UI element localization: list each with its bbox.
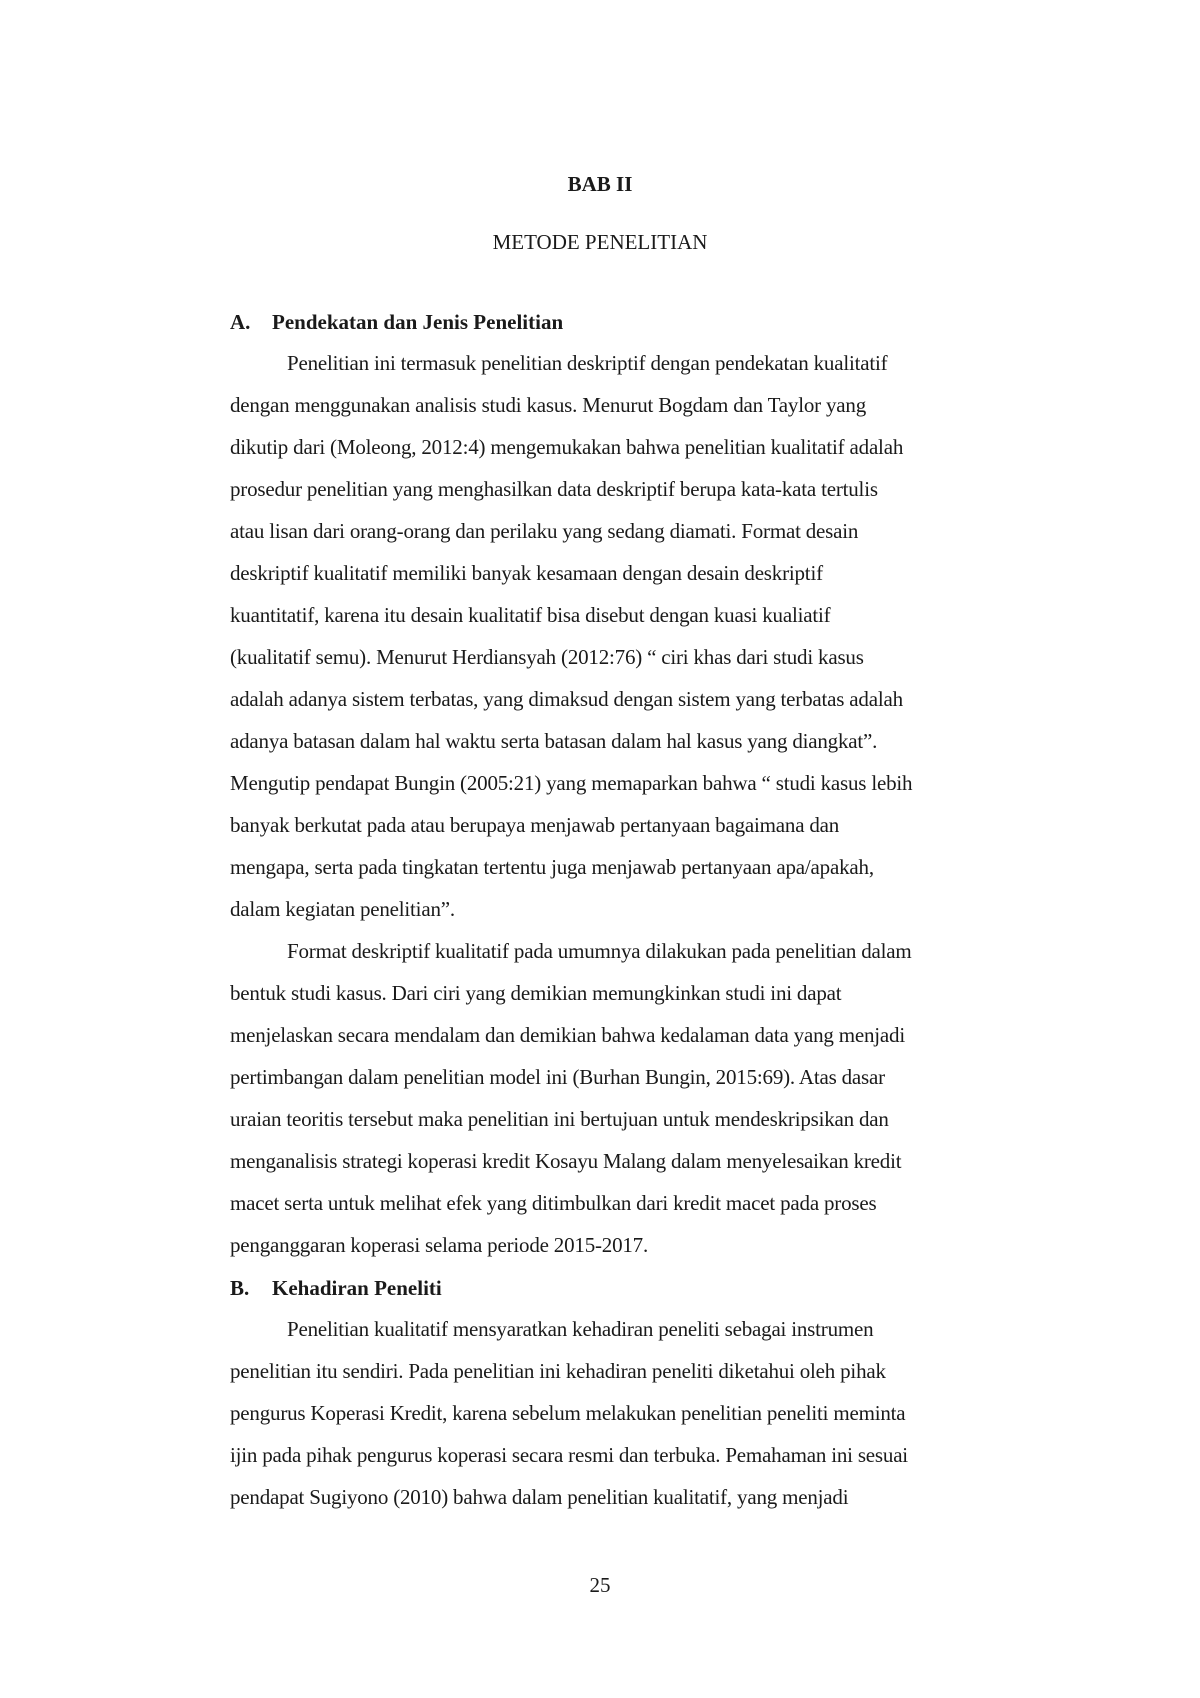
chapter-title: METODE PENELITIAN [492,230,708,254]
paragraph-line: Format deskriptif kualitatif pada umumnya dilakukan pada penelitian dalam [287,939,912,963]
paragraph-line: (kualitatif semu). Menurut Herdiansyah (2012:76) “ ciri khas dari studi kasus [230,645,864,669]
paragraph-line: Penelitian ini termasuk penelitian deskriptif dengan pendekatan kualitatif [287,351,888,375]
paragraph-line: dikutip dari (Moleong, 2012:4) mengemukakan bahwa penelitian kualitatif adalah [230,435,904,459]
section-marker: B. [230,1276,250,1300]
section-heading-b [230,1276,442,1301]
page-number: 25 [589,1573,611,1597]
paragraph-line: Penelitian kualitatif mensyaratkan kehadiran peneliti sebagai instrumen [287,1317,874,1341]
paragraph-line: menganalisis strategi koperasi kredit Kosayu Malang dalam menyelesaikan kredit [230,1149,902,1173]
paragraph-line: adalah adanya sistem terbatas, yang dimaksud dengan sistem yang terbatas adalah [230,687,903,711]
paragraph-line: pendapat Sugiyono (2010) bahwa dalam penelitian kualitatif, yang menjadi [230,1485,849,1509]
paragraph-line: kuantitatif, karena itu desain kualitatif bisa disebut dengan kuasi kualiatif [230,603,831,627]
paragraph-line: prosedur penelitian yang menghasilkan data deskriptif berupa kata-kata tertulis [230,477,878,501]
paragraph-line: atau lisan dari orang-orang dan perilaku yang sedang diamati. Format desain [230,519,859,543]
paragraph-line: penelitian itu sendiri. Pada penelitian ini kehadiran peneliti diketahui oleh pihak [230,1359,886,1383]
paragraph-line: mengapa, serta pada tingkatan tertentu juga menjawab pertanyaan apa/apakah, [230,855,874,879]
paragraph-line: pertimbangan dalam penelitian model ini (Burhan Bungin, 2015:69). Atas dasar [230,1065,885,1089]
paragraph-line: dalam kegiatan penelitian”. [230,897,455,921]
section-marker: A. [230,310,251,334]
paragraph-line: penganggaran koperasi selama periode 2015-2017. [230,1233,649,1257]
section-title: Pendekatan dan Jenis Penelitian [272,310,564,334]
paragraph-line: bentuk studi kasus. Dari ciri yang demikian memungkinkan studi ini dapat [230,981,842,1005]
paragraph-line: adanya batasan dalam hal waktu serta batasan dalam hal kasus yang diangkat”. [230,729,878,753]
paragraph-line: Mengutip pendapat Bungin (2005:21) yang memaparkan bahwa “ studi kasus lebih [230,771,913,795]
paragraph-line: macet serta untuk melihat efek yang ditimbulkan dari kredit macet pada proses [230,1191,877,1215]
section-heading-a [230,310,563,335]
paragraph-line: deskriptif kualitatif memiliki banyak kesamaan dengan desain deskriptif [230,561,823,585]
paragraph-line: pengurus Koperasi Kredit, karena sebelum melakukan penelitian peneliti meminta [230,1401,906,1425]
paragraph-line: banyak berkutat pada atau berupaya menjawab pertanyaan bagaimana dan [230,813,840,837]
paragraph-line: uraian teoritis tersebut maka penelitian ini bertujuan untuk mendeskripsikan dan [230,1107,889,1131]
section-title: Kehadiran Peneliti [272,1276,442,1300]
paragraph-line: dengan menggunakan analisis studi kasus. Menurut Bogdam dan Taylor yang [230,393,866,417]
paragraph-line: menjelaskan secara mendalam dan demikian bahwa kedalaman data yang menjadi [230,1023,905,1047]
paragraph-line: ijin pada pihak pengurus koperasi secara resmi dan terbuka. Pemahaman ini sesuai [230,1443,908,1467]
chapter-label: BAB II [567,172,633,196]
